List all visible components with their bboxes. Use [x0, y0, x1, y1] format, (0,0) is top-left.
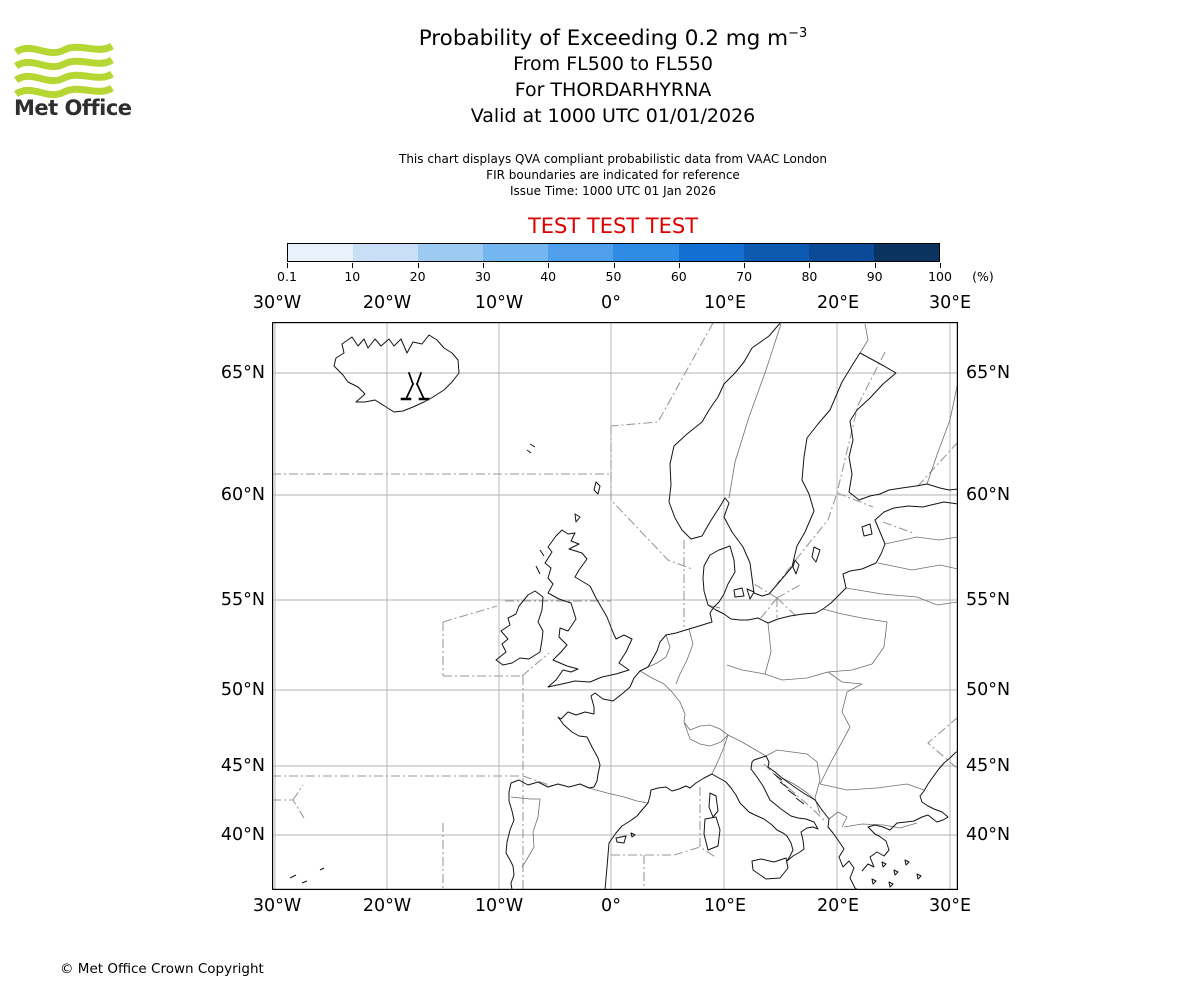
colorbar-tick: [809, 263, 810, 268]
islands-aegean: [872, 860, 921, 887]
note-issue-time: Issue Time: 1000 UTC 01 Jan 2026: [510, 184, 716, 199]
coastlines: [290, 322, 958, 890]
island-sardinia: [704, 817, 720, 850]
colorbar-segment-6: [613, 244, 678, 261]
lon-label-top-10°E: 10°E: [703, 293, 747, 313]
probability-colorbar: [287, 243, 940, 262]
coastline-baltic-atlantic: [506, 502, 958, 890]
map-canvas: [272, 322, 958, 890]
colorbar-segment-8: [744, 244, 809, 261]
colorbar-segment-5: [548, 244, 613, 261]
lon-label-bottom-20°E: 20°E: [816, 896, 860, 916]
lat-label-right-45°N: 45°N: [966, 756, 1011, 776]
lon-label-bottom-30°E: 30°E: [928, 896, 972, 916]
colorbar-tick-label: 70: [736, 269, 753, 284]
map-frame: [273, 323, 958, 890]
note-fir: FIR boundaries are indicated for reference: [486, 168, 740, 183]
colorbar-tick: [614, 263, 615, 268]
lon-label-top-20°W: 20°W: [362, 293, 412, 313]
colorbar-segment-1: [288, 244, 353, 261]
colorbar-tick-label: 20: [409, 269, 426, 284]
colorbar-tick-label: 10: [344, 269, 361, 284]
colorbar-segment-10: [874, 244, 939, 261]
islands-denmark: [734, 588, 754, 599]
chart-title: [26, 26, 1200, 51]
notes: [26, 151, 1200, 199]
colorbar-tick-label: 100: [928, 269, 952, 284]
colorbar-segment-7: [679, 244, 744, 261]
volcano-marker: [402, 373, 428, 399]
lat-label-right-40°N: 40°N: [966, 825, 1011, 845]
lat-label-right-60°N: 60°N: [966, 485, 1011, 505]
colorbar-tick: [483, 263, 484, 268]
lat-label-left-60°N: 60°N: [220, 485, 265, 505]
coastline-mediterranean: [605, 756, 858, 890]
coastline-iceland: [334, 335, 459, 412]
graticule-gridlines: [272, 322, 958, 890]
lat-label-left-65°N: 65°N: [220, 363, 265, 383]
lat-label-right-65°N: 65°N: [966, 363, 1011, 383]
islands-azores: [290, 868, 324, 883]
colorbar-tick-label: 30: [474, 269, 491, 284]
lon-label-top-30°E: 30°E: [928, 293, 972, 313]
island-corsica: [709, 793, 718, 817]
lon-label-top-20°E: 20°E: [816, 293, 860, 313]
island-sicily: [752, 858, 788, 879]
lon-label-bottom-10°E: 10°E: [703, 896, 747, 916]
lon-label-bottom-0°: 0°: [601, 896, 621, 916]
lat-label-left-50°N: 50°N: [220, 680, 265, 700]
colorbar-tick: [679, 263, 680, 268]
coastline-ireland: [496, 591, 543, 665]
colorbar-segment-2: [353, 244, 418, 261]
copyright-notice: © Met Office Crown Copyright: [60, 961, 264, 977]
colorbar-tick: [940, 263, 941, 268]
lat-label-left-55°N: 55°N: [220, 590, 265, 610]
colorbar-tick-label: 60: [670, 269, 687, 284]
colorbar-tick-label: 0.1: [277, 269, 297, 284]
islands-faroes: [527, 444, 535, 453]
subtitle-flight-levels: From FL500 to FL550: [513, 53, 713, 76]
chart-title-exponent: −3: [788, 26, 808, 41]
colorbar-segment-4: [483, 244, 548, 261]
colorbar-tick-label: 40: [540, 269, 557, 284]
coastline-great-britain: [545, 530, 632, 687]
island-mallorca: [616, 833, 635, 843]
subtitle-valid-time: Valid at 1000 UTC 01/01/2026: [470, 105, 756, 128]
test-banner: TEST TEST TEST: [527, 214, 699, 239]
colorbar-segment-9: [809, 244, 874, 261]
colorbar-tick-label: 50: [605, 269, 622, 284]
coastline-scandinavia: [669, 322, 958, 596]
lon-label-top-10°W: 10°W: [474, 293, 524, 313]
lon-label-bottom-20°W: 20°W: [362, 896, 412, 916]
colorbar-tick-label: 80: [801, 269, 818, 284]
chart-title-text: Probability of Exceeding 0.2 mg m: [418, 26, 789, 52]
lon-label-bottom-10°W: 10°W: [474, 896, 524, 916]
colorbar-unit-label: (%): [972, 269, 994, 284]
lon-label-top-30°W: 30°W: [252, 293, 302, 313]
lat-label-left-40°N: 40°N: [220, 825, 265, 845]
header: [26, 26, 1200, 238]
colorbar-tick-label: 90: [866, 269, 883, 284]
lon-label-top-0°: 0°: [601, 293, 621, 313]
colorbar-tick: [875, 263, 876, 268]
colorbar-tick: [548, 263, 549, 268]
colorbar-tick: [418, 263, 419, 268]
island-gotland: [793, 547, 820, 574]
lat-label-right-50°N: 50°N: [966, 680, 1011, 700]
met-office-logo-text: Met Office: [14, 96, 132, 120]
fir-boundaries: [272, 323, 958, 890]
note-qva: This chart displays QVA compliant probabilistic data from VAAC London: [399, 152, 827, 167]
lat-label-left-45°N: 45°N: [220, 756, 265, 776]
colorbar-segment-3: [418, 244, 483, 261]
islands-scotland: [536, 482, 600, 574]
lat-label-right-55°N: 55°N: [966, 590, 1011, 610]
coastline-aegean-blacksea: [862, 751, 958, 871]
subtitle-volcano: For THORDARHYRNA: [514, 79, 712, 102]
colorbar-tick: [744, 263, 745, 268]
lon-label-bottom-30°W: 30°W: [252, 896, 302, 916]
island-saaremaa: [862, 524, 872, 536]
colorbar-tick: [287, 263, 288, 268]
colorbar-tick: [352, 263, 353, 268]
